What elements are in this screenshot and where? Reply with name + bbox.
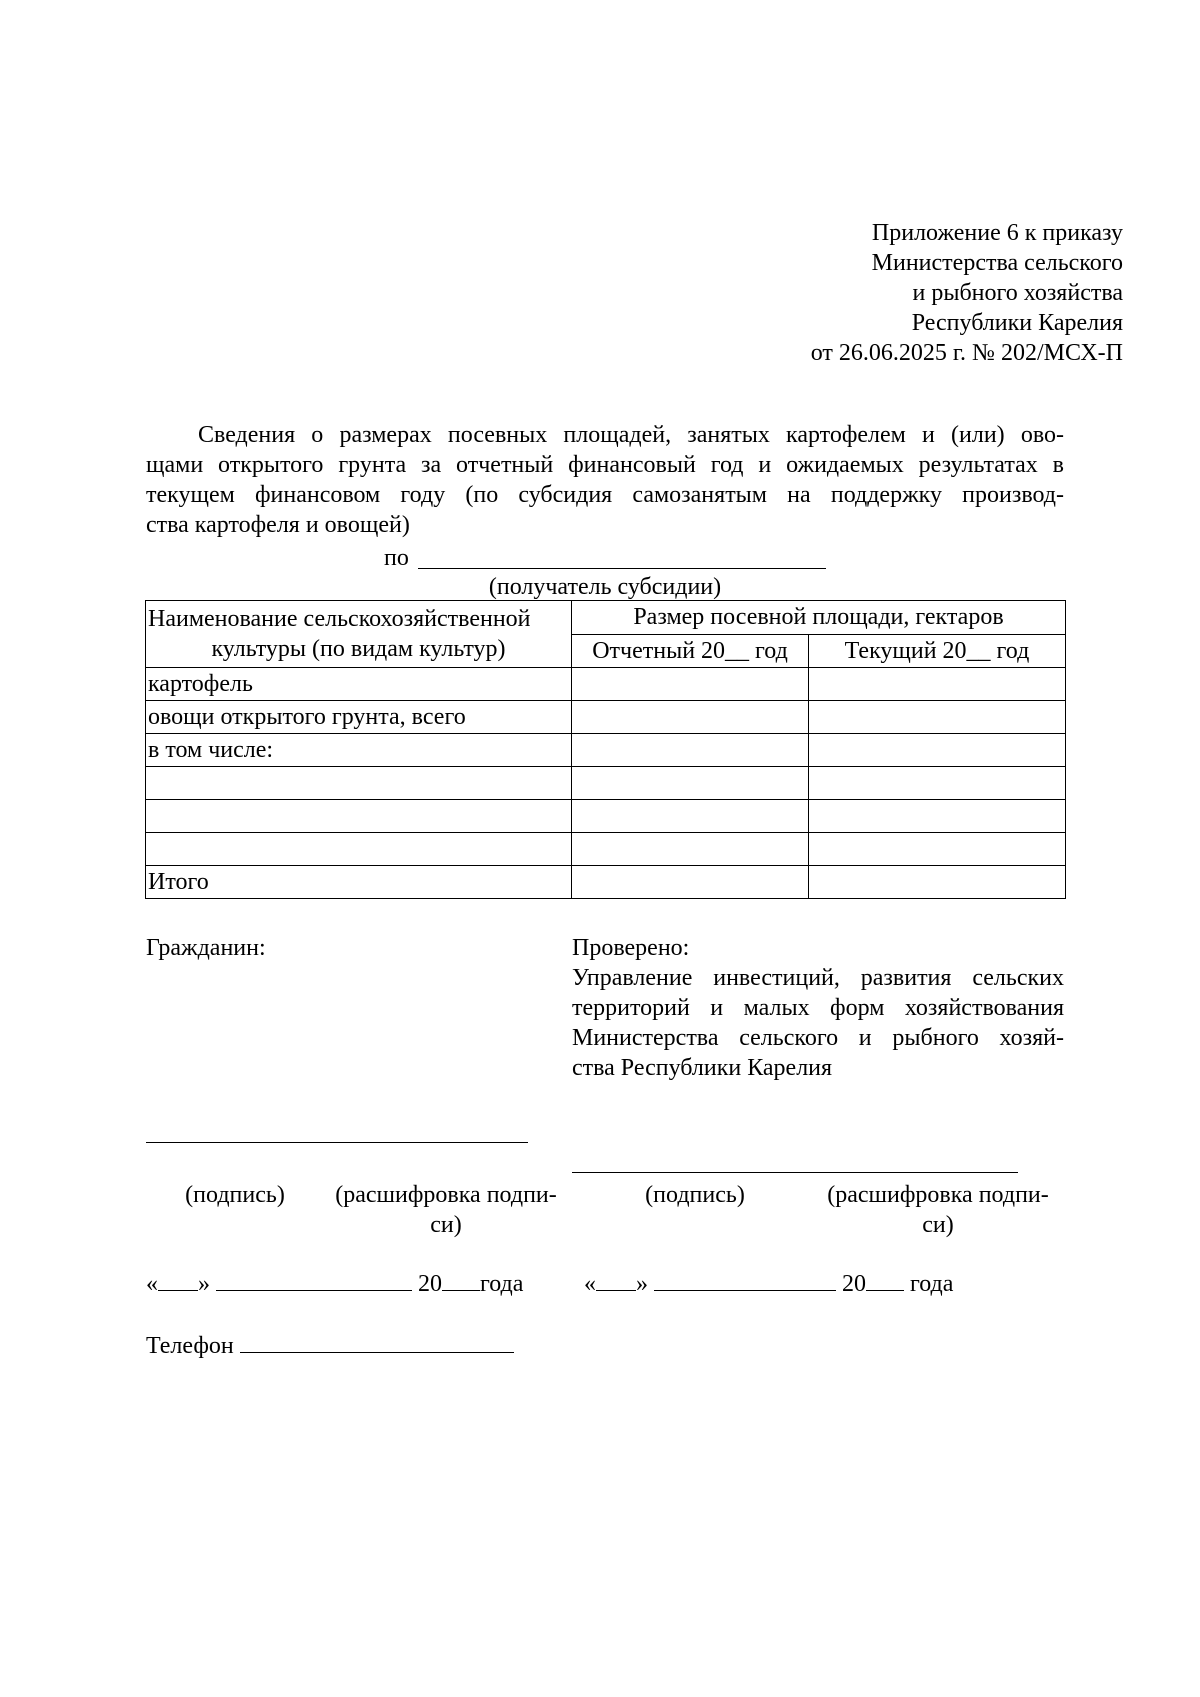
input-cell-current[interactable]	[809, 701, 1066, 734]
checked-line: Проверено:	[572, 935, 690, 961]
citizen-signature-caption: (подпись)	[185, 1182, 285, 1208]
document-title	[146, 420, 1064, 540]
appendix-line: от 26.06.2025 г. № 202/МСХ-П	[810, 340, 1123, 366]
phone-field[interactable]	[240, 1330, 514, 1353]
decode-caption-line: (расшифровка подпи-	[827, 1182, 1049, 1208]
input-cell-current[interactable]	[809, 866, 1066, 899]
table-row	[146, 767, 1066, 800]
crop-area-table	[145, 600, 1066, 899]
row-label[interactable]	[146, 767, 572, 800]
citizen-signature-line[interactable]	[146, 1142, 528, 1143]
table-row	[146, 800, 1066, 833]
input-cell-reporting[interactable]	[572, 767, 809, 800]
checked-line: Министерства сельского и рыбного хозяй-	[572, 1025, 1064, 1051]
checked-line: Управление инвестиций, развития сельских	[572, 965, 1064, 991]
decode-caption-line: си)	[430, 1212, 462, 1238]
citizen-label: Гражданин:	[146, 935, 266, 961]
date-quote-open: «	[146, 1271, 158, 1297]
checker-decode-caption	[810, 1180, 1066, 1240]
date-quote-close: »	[198, 1271, 210, 1297]
appendix-line: Республики Карелия	[911, 310, 1123, 336]
date-year-suffix: года	[480, 1271, 524, 1297]
table-row	[146, 866, 1066, 899]
title-line: щами открытого грунта за отчетный финансовый год и ожидаемых результатах в	[146, 452, 1064, 478]
appendix-line: и рыбного хозяйства	[912, 280, 1123, 306]
table-row	[146, 701, 1066, 734]
checker-signature-caption: (подпись)	[645, 1182, 745, 1208]
date-year-field[interactable]	[442, 1268, 480, 1291]
phone-label: Телефон	[146, 1333, 234, 1359]
header-crop-name-line: культуры (по видам культур)	[211, 636, 506, 662]
appendix-line: Министерства сельского	[871, 250, 1123, 276]
recipient-field[interactable]	[418, 568, 826, 569]
appendix-line: Приложение 6 к приказу	[871, 220, 1123, 246]
header-area-size: Размер посевной площади, гектаров	[572, 601, 1066, 635]
input-cell-reporting[interactable]	[572, 833, 809, 866]
date-day-field[interactable]	[158, 1268, 198, 1291]
input-cell-current[interactable]	[809, 800, 1066, 833]
date-month-field[interactable]	[216, 1268, 412, 1291]
checked-line: территорий и малых форм хозяйствования	[572, 995, 1064, 1021]
appendix-header	[811, 218, 1123, 368]
recipient-prefix: по	[384, 545, 409, 571]
input-cell-current[interactable]	[809, 668, 1066, 701]
checked-line: ства Республики Карелия	[572, 1055, 833, 1081]
phone-row	[146, 1330, 514, 1361]
title-line: ства картофеля и овощей)	[146, 512, 410, 538]
input-cell-reporting[interactable]	[572, 866, 809, 899]
citizen-date	[146, 1268, 523, 1299]
date-year-suffix: года	[910, 1271, 954, 1297]
input-cell-reporting[interactable]	[572, 668, 809, 701]
table-row	[146, 833, 1066, 866]
checker-signature-line[interactable]	[572, 1172, 1018, 1173]
date-year-prefix: 20	[418, 1271, 442, 1297]
input-cell-reporting[interactable]	[572, 734, 809, 767]
row-label: в том числе:	[146, 734, 572, 767]
title-line: Сведения о размерах посевных площадей, занятых картофелем и (или) ово-	[198, 422, 1064, 448]
input-cell-current[interactable]	[809, 767, 1066, 800]
input-cell-reporting[interactable]	[572, 701, 809, 734]
citizen-decode-caption	[318, 1180, 574, 1240]
checked-block	[572, 933, 1064, 1083]
row-label: Итого	[146, 866, 572, 899]
input-cell-current[interactable]	[809, 734, 1066, 767]
header-crop-name	[146, 601, 572, 668]
input-cell-current[interactable]	[809, 833, 1066, 866]
row-label: картофель	[146, 668, 572, 701]
row-label: овощи открытого грунта, всего	[146, 701, 572, 734]
header-current-year: Текущий 20__ год	[809, 634, 1066, 668]
date-month-field[interactable]	[654, 1268, 836, 1291]
title-line: текущем финансовом году (по субсидия самозанятым на поддержку производ-	[146, 482, 1064, 508]
row-label[interactable]	[146, 833, 572, 866]
decode-caption-line: си)	[922, 1212, 954, 1238]
date-day-field[interactable]	[596, 1268, 636, 1291]
date-quote-open: «	[584, 1271, 596, 1297]
input-cell-reporting[interactable]	[572, 800, 809, 833]
decode-caption-line: (расшифровка подпи-	[335, 1182, 557, 1208]
date-year-prefix: 20	[842, 1271, 866, 1297]
table-row	[146, 668, 1066, 701]
date-year-field[interactable]	[866, 1268, 904, 1291]
row-label[interactable]	[146, 800, 572, 833]
table-row	[146, 734, 1066, 767]
recipient-caption: (получатель субсидии)	[488, 574, 722, 600]
date-quote-close: »	[636, 1271, 648, 1297]
checker-date	[584, 1268, 953, 1299]
header-reporting-year: Отчетный 20__ год	[572, 634, 809, 668]
header-crop-name-line: Наименование сельскохозяйственной	[148, 606, 531, 632]
